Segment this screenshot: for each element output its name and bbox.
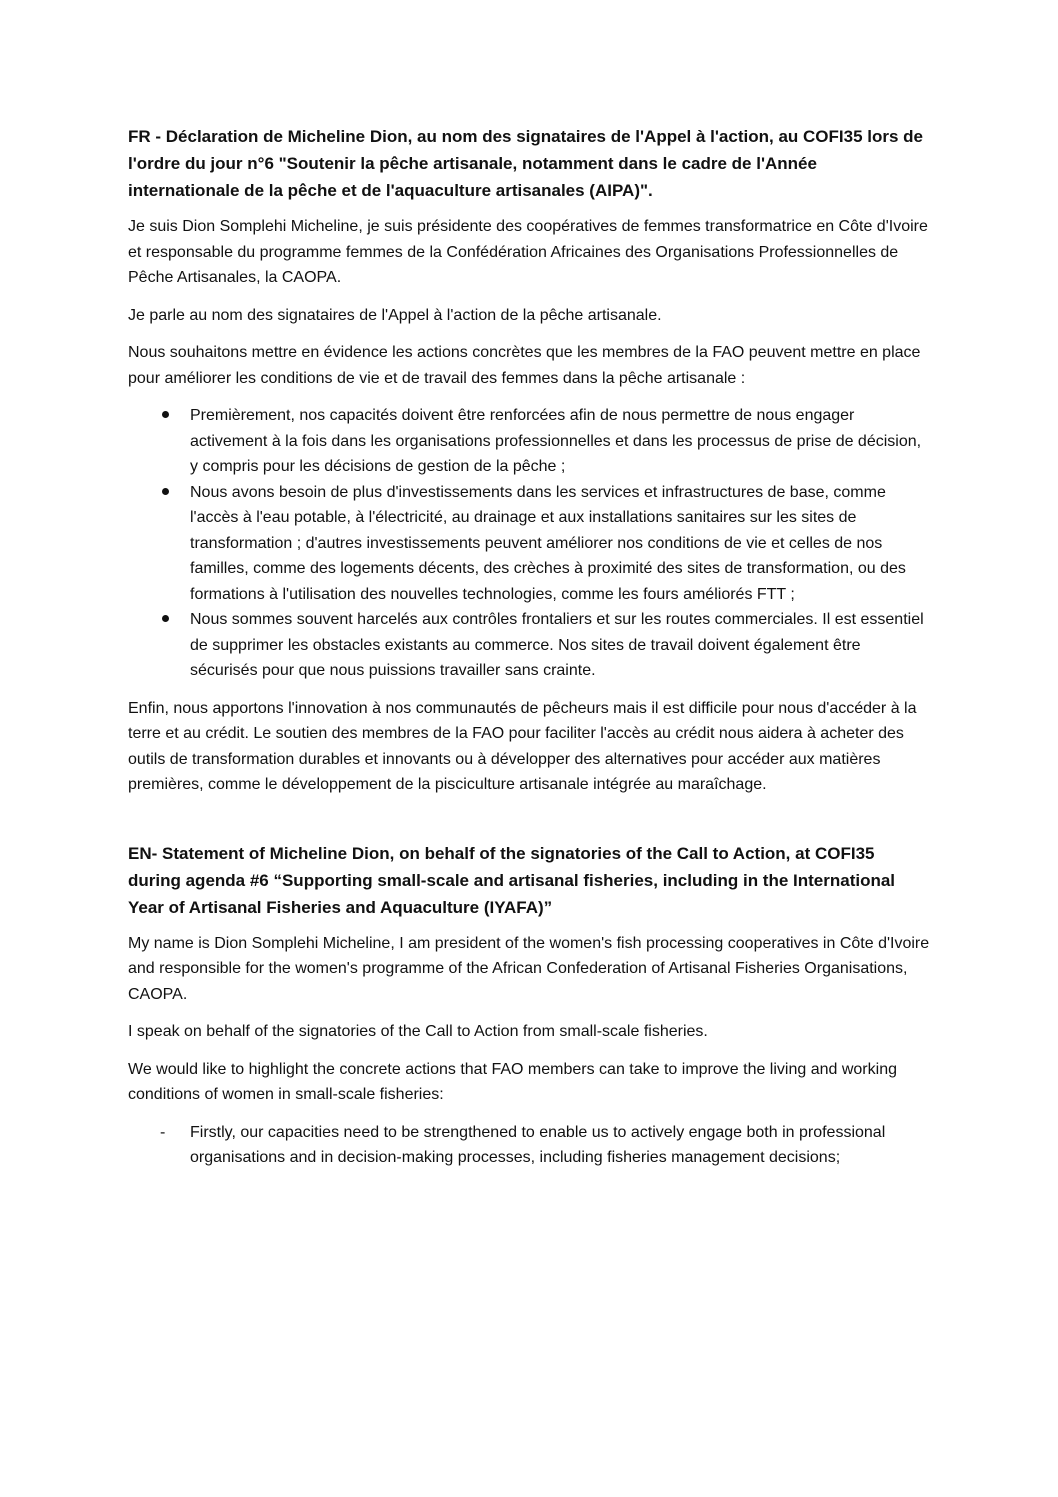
list-item xyxy=(128,607,930,684)
fr-paragraph-conclusion: Enfin, nous apportons l'innovation à nos communautés de pêcheurs mais il est difficile pour nous d'accéder à la terre et au crédit. Le soutien des membres de la FAO pour faciliter l'accès au crédit nous aidera à acheter des outils de transformation durables et innovants ou à développer des alternatives pour accéder aux matières premières, comme le développement de la pisciculture artisanale intégrée au maraîchage. xyxy=(128,699,917,793)
list-item-text: Nous avons besoin de plus d'investissements dans les services et infrastructures de base, comme l'accès à l'eau potable, à l'électricité, au drainage et aux installations sanitaires sur les sites de transformation ; d'autres investissements peuvent améliorer nos conditions de vie et celles de nos familles, comme des logements décents, des crèches à proximité des sites de transformation, ou des formations à l'utilisation des nouvelles technologies, comme les fours améliorés FTT ; xyxy=(190,483,906,603)
list-item xyxy=(128,480,930,608)
en-paragraph-intro: My name is Dion Somplehi Micheline, I am president of the women's fish processing cooperatives in Côte d'Ivoire and responsible for the women's programme of the African Confederation of Artisanal Fisheries Organisations, CAOPA. xyxy=(128,934,930,1003)
list-item-text: Nous sommes souvent harcelés aux contrôles frontaliers et sur les routes commerciales. Il est essentiel de supprimer les obstacles existants au commerce. Nos sites de travail doivent également être sécurisés pour que nous puissions travailler sans crainte. xyxy=(190,611,924,679)
fr-paragraph-speaking: Je parle au nom des signataires de l'Appel à l'action de la pêche artisanale. xyxy=(128,306,662,324)
list-item-text: Firstly, our capacities need to be strengthened to enable us to actively engage both in professional organisations and in decision-making processes, including fisheries management decisions; xyxy=(190,1123,886,1166)
bullet-dot-icon xyxy=(162,480,169,506)
en-paragraph-actions: We would like to highlight the concrete actions that FAO members can take to improve the living and working conditions of women in small-scale fisheries: xyxy=(128,1060,897,1103)
en-paragraph-speaking: I speak on behalf of the signatories of the Call to Action from small-scale fisheries. xyxy=(128,1023,708,1040)
fr-bullet-list xyxy=(128,403,930,684)
list-item xyxy=(128,1120,930,1171)
fr-paragraph-intro: Je suis Dion Somplehi Micheline, je suis présidente des coopératives de femmes transformatrice en Côte d'Ivoire et responsable du programme femmes de la Confédération Africaines des Organisations Professionnelles de Pêche Artisanales, la CAOPA. xyxy=(128,218,928,286)
en-dash-list xyxy=(128,1120,930,1171)
dash-marker-icon: - xyxy=(160,1123,166,1141)
fr-heading: FR - Déclaration de Micheline Dion, au nom des signataires de l'Appel à l'action, au COFI35 lors de l'ordre du jour n°6 "Soutenir la pêche artisanale, notamment dans le cadre de l'Année internationale de la pêche et de l'aquaculture artisanales (AIPA)". xyxy=(128,127,923,200)
bullet-dot-icon xyxy=(162,607,169,633)
fr-paragraph-actions: Nous souhaitons mettre en évidence les actions concrètes que les membres de la FAO peuvent mettre en place pour améliorer les conditions de vie et de travail des femmes dans la pêche artisanale : xyxy=(128,344,921,387)
en-heading: EN- Statement of Micheline Dion, on behalf of the signatories of the Call to Action, at COFI35 during agenda #6 “Supporting small-scale and artisanal fisheries, including in the International Year of Artisanal Fisheries and Aquaculture (IYAFA)” xyxy=(128,843,896,917)
list-item xyxy=(128,403,930,480)
list-item-text: Premièrement, nos capacités doivent être renforcées afin de nous permettre de nous engager activement à la fois dans les organisations professionnelles et dans les processus de prise de décision, y compris pour les décisions de gestion de la pêche ; xyxy=(190,407,922,475)
section-spacer xyxy=(128,810,930,840)
bullet-dot-icon xyxy=(162,403,169,429)
